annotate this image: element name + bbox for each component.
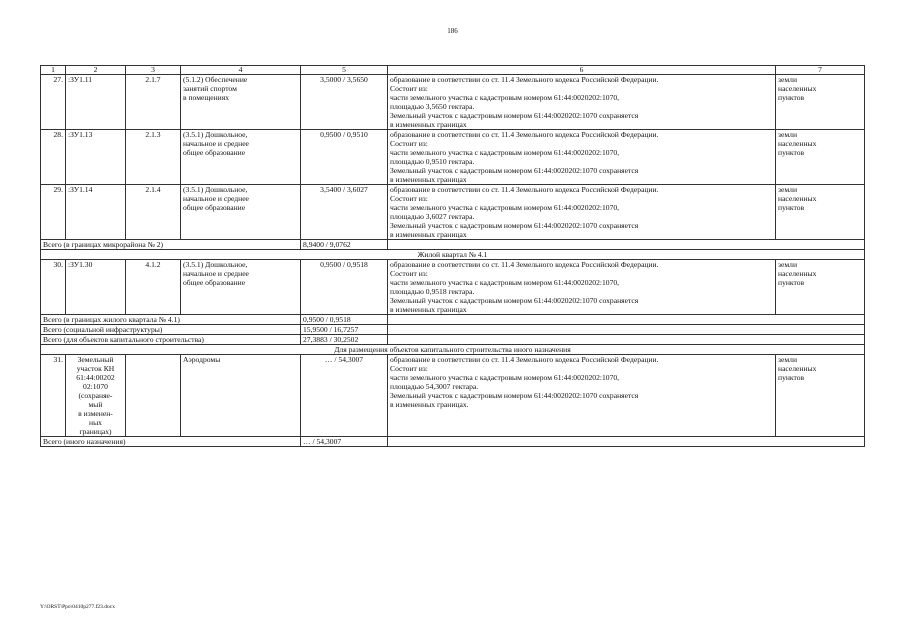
table-row <box>41 355 865 437</box>
text-line: (3.5.1) Дошкольное, <box>183 185 248 194</box>
section-row <box>41 345 865 355</box>
text-line: Состоит из: <box>390 364 428 373</box>
total-empty <box>388 315 865 325</box>
text-line: начальное и среднее <box>183 269 249 278</box>
text-line: части земельного участка с кадастровым номером 61:44:0020202:1070, <box>390 278 620 287</box>
total-value: 27,3883 / 30,2502 <box>301 335 388 345</box>
text-line: Земельный участок с кадастровым номером 61:44:0020202:1070 сохраняется <box>390 391 639 400</box>
text-line: части земельного участка с кадастровым номером 61:44:0020202:1070, <box>390 148 620 157</box>
page-number: 186 <box>447 27 458 35</box>
total-label: Всего (социальной инфраструктуры) <box>41 325 301 335</box>
permitted-use <box>181 355 301 437</box>
permitted-use <box>181 130 301 185</box>
text-line: 61:44:00202 <box>76 373 115 382</box>
total-empty <box>388 335 865 345</box>
column-number: 1 <box>41 66 66 75</box>
land-plots-table <box>40 65 865 447</box>
total-row <box>41 315 865 325</box>
text-line: начальное и среднее <box>183 139 249 148</box>
text-line: части земельного участка с кадастровым номером 61:44:0020202:1070, <box>390 373 620 382</box>
text-line: земли <box>778 130 798 139</box>
text-line: населенных <box>778 139 817 148</box>
text-line: в измененных границах. <box>390 400 469 409</box>
text-line: в помещениях <box>183 93 230 102</box>
formation-description <box>388 185 776 240</box>
total-empty <box>388 325 865 335</box>
text-line: занятий спортом <box>183 84 237 93</box>
row-number: 27. <box>41 75 66 130</box>
text-line: образование в соответствии со ст. 11.4 Земельного кодекса Российской Федерации. <box>390 75 659 84</box>
text-line: площадью 3,5650 гектара. <box>390 102 475 111</box>
text-line: (3.5.1) Дошкольное, <box>183 260 248 269</box>
text-line: Земельный <box>77 355 114 364</box>
land-category <box>776 355 865 437</box>
text-line: пунктов <box>778 93 805 102</box>
total-label: Всего (иного назначения) <box>41 437 301 447</box>
text-line: площадью 0,9518 гектара. <box>390 287 475 296</box>
row-number: 29. <box>41 185 66 240</box>
total-empty <box>388 240 865 250</box>
column-number: 2 <box>66 66 126 75</box>
total-label: Всего (в границах жилого квартала № 4.1) <box>41 315 301 325</box>
section-heading: Для размещения объектов капитального строительства иного назначения <box>41 345 865 355</box>
table-row <box>41 75 865 130</box>
text-line: пунктов <box>778 203 805 212</box>
plot-area: … / 54,3007 <box>301 355 388 437</box>
permitted-use <box>181 260 301 315</box>
formation-description <box>388 260 776 315</box>
plot-code: :ЗУ1.13 <box>66 130 126 185</box>
plot-code: :ЗУ1.11 <box>66 75 126 130</box>
plot-index: 4.1.2 <box>126 260 181 315</box>
text-line: Состоит из: <box>390 269 428 278</box>
total-value: 0,9500 / 0,9518 <box>301 315 388 325</box>
text-line: образование в соответствии со ст. 11.4 Земельного кодекса Российской Федерации. <box>390 260 659 269</box>
row-number: 30. <box>41 260 66 315</box>
column-number: 4 <box>181 66 301 75</box>
total-row <box>41 437 865 447</box>
text-line: ных <box>89 418 102 427</box>
total-empty <box>388 437 865 447</box>
text-line: Земельный участок с кадастровым номером 61:44:0020202:1070 сохраняется <box>390 296 639 305</box>
column-number: 5 <box>301 66 388 75</box>
text-line: части земельного участка с кадастровым номером 61:44:0020202:1070, <box>390 203 620 212</box>
total-row <box>41 240 865 250</box>
column-number: 3 <box>126 66 181 75</box>
text-line: общее образование <box>183 203 246 212</box>
total-row <box>41 335 865 345</box>
total-value: 8,9400 / 9,0762 <box>301 240 388 250</box>
permitted-use <box>181 75 301 130</box>
table-row <box>41 130 865 185</box>
text-line: земли <box>778 185 798 194</box>
text-line: населенных <box>778 364 817 373</box>
text-line: земли <box>778 75 798 84</box>
text-line: мый <box>88 400 103 409</box>
text-line: (сохраняе- <box>78 391 113 400</box>
text-line: границах) <box>79 427 112 436</box>
total-label: Всего (в границах микрорайона № 2) <box>41 240 301 250</box>
total-label: Всего (для объектов капитального строительства) <box>41 335 301 345</box>
text-line: пунктов <box>778 148 805 157</box>
permitted-use <box>181 185 301 240</box>
text-line: участок КН <box>76 364 115 373</box>
plot-code: :ЗУ1.14 <box>66 185 126 240</box>
text-line: в измененных границах <box>390 120 467 129</box>
text-line: части земельного участка с кадастровым номером 61:44:0020202:1070, <box>390 93 620 102</box>
text-line: Состоит из: <box>390 84 428 93</box>
text-line: Состоит из: <box>390 194 428 203</box>
text-line: пунктов <box>778 278 805 287</box>
text-line: населенных <box>778 269 817 278</box>
section-row <box>41 250 865 260</box>
row-number: 28. <box>41 130 66 185</box>
text-line: в изменен- <box>78 409 113 418</box>
text-line: пунктов <box>778 373 805 382</box>
file-path-footer: Y:\ORST\Ppo\0410p277.f23.docx <box>40 604 115 610</box>
formation-description <box>388 130 776 185</box>
table-row <box>41 260 865 315</box>
text-line: земли <box>778 355 798 364</box>
plot-index: 2.1.7 <box>126 75 181 130</box>
text-line: площадью 3,6027 гектара. <box>390 212 475 221</box>
plot-area: 3,5400 / 3,6027 <box>301 185 388 240</box>
text-line: площадью 54,3007 гектара. <box>390 382 479 391</box>
land-category <box>776 75 865 130</box>
formation-description <box>388 75 776 130</box>
row-number: 31. <box>41 355 66 437</box>
text-line: населенных <box>778 84 817 93</box>
text-line: общее образование <box>183 278 246 287</box>
text-line: в измененных границах <box>390 305 467 314</box>
column-number: 6 <box>388 66 776 75</box>
text-line: площадью 0,9510 гектара. <box>390 157 475 166</box>
section-heading: Жилой квартал № 4.1 <box>41 250 865 260</box>
text-line: общее образование <box>183 148 246 157</box>
plot-code: :ЗУ1.30 <box>66 260 126 315</box>
column-number: 7 <box>776 66 865 75</box>
formation-description <box>388 355 776 437</box>
text-line: Земельный участок с кадастровым номером 61:44:0020202:1070 сохраняется <box>390 111 639 120</box>
plot-area: 0,9500 / 0,9510 <box>301 130 388 185</box>
text-line: Аэродромы <box>183 355 221 364</box>
total-value: 15,9500 / 16,7257 <box>301 325 388 335</box>
plot-index <box>126 355 181 437</box>
total-value: … / 54,3007 <box>301 437 388 447</box>
text-line: населенных <box>778 194 817 203</box>
text-line: в измененных границах <box>390 175 467 184</box>
text-line: Состоит из: <box>390 139 428 148</box>
text-line: Земельный участок с кадастровым номером 61:44:0020202:1070 сохраняется <box>390 221 639 230</box>
text-line: (5.1.2) Обеспечение <box>183 75 248 84</box>
plot-index: 2.1.4 <box>126 185 181 240</box>
land-category <box>776 130 865 185</box>
text-line: образование в соответствии со ст. 11.4 Земельного кодекса Российской Федерации. <box>390 355 659 364</box>
text-line: начальное и среднее <box>183 194 249 203</box>
land-category <box>776 185 865 240</box>
text-line: (3.5.1) Дошкольное, <box>183 130 248 139</box>
total-row <box>41 325 865 335</box>
text-line: Земельный участок с кадастровым номером 61:44:0020202:1070 сохраняется <box>390 166 639 175</box>
land-category <box>776 260 865 315</box>
text-line: земли <box>778 260 798 269</box>
text-line: 02:1070 <box>83 382 108 391</box>
plot-code <box>66 355 126 437</box>
plot-area: 0,9500 / 0,9518 <box>301 260 388 315</box>
plot-area: 3,5000 / 3,5650 <box>301 75 388 130</box>
column-number-row <box>41 66 865 75</box>
text-line: образование в соответствии со ст. 11.4 Земельного кодекса Российской Федерации. <box>390 130 659 139</box>
plot-index: 2.1.3 <box>126 130 181 185</box>
text-line: в измененных границах <box>390 230 467 239</box>
table-row <box>41 185 865 240</box>
text-line: образование в соответствии со ст. 11.4 Земельного кодекса Российской Федерации. <box>390 185 659 194</box>
